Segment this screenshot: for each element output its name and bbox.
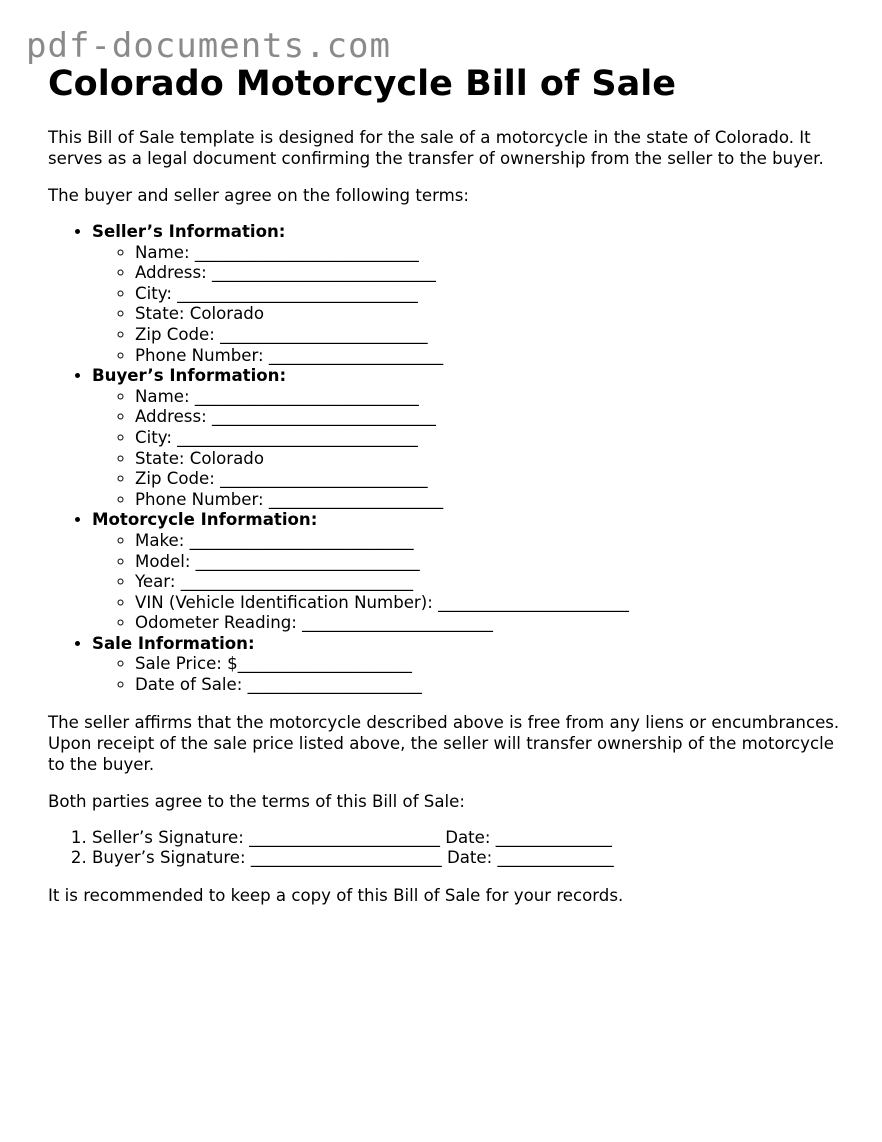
field-item: ◦ Zip Code: _________________________ xyxy=(135,469,848,490)
field-list xyxy=(92,531,848,634)
terms-lead-in: The buyer and seller agree on the following terms: xyxy=(48,186,470,205)
section-sale xyxy=(92,634,848,696)
document-title: Colorado Motorcycle Bill of Sale xyxy=(48,64,676,104)
field-item: ◦ VIN (Vehicle Identification Number): _______________________ xyxy=(135,593,848,614)
field-item: ◦ Date of Sale: _____________________ xyxy=(135,675,848,696)
field-item: ◦ City: _____________________________ xyxy=(135,428,848,449)
field-list xyxy=(92,654,848,695)
field-item: ◦ Phone Number: _____________________ xyxy=(135,346,848,367)
field-item: ◦ Address: ___________________________ xyxy=(135,407,848,428)
field-list xyxy=(92,243,848,367)
field-item: ◦ State: Colorado xyxy=(135,449,848,470)
intro-paragraph: This Bill of Sale template is designed for the sale of a motorcycle in the state of Colorado. It serves as a legal document confirming the transfer of ownership from the seller to the buyer. xyxy=(48,128,824,168)
affirmation-paragraph: The seller affirms that the motorcycle described above is free from any liens or encumbrances. Upon receipt of the sale price listed above, the seller will transfer ownership of the motorcycle to the buyer. xyxy=(48,712,840,774)
field-item: ◦ Zip Code: _________________________ xyxy=(135,325,848,346)
section-title: Sale Information: xyxy=(92,633,255,653)
terms-list xyxy=(48,222,848,696)
field-list xyxy=(92,387,848,511)
field-item: ◦ Model: ___________________________ xyxy=(135,552,848,573)
field-item: ◦ Year: ____________________________ xyxy=(135,572,848,593)
section-title: Seller’s Information: xyxy=(92,222,286,241)
section-title: Motorcycle Information: xyxy=(92,510,318,530)
field-item: ◦ Odometer Reading: _______________________ xyxy=(135,613,848,634)
agreement-statement: Both parties agree to the terms of this Bill of Sale: xyxy=(48,791,465,811)
section-motorcycle xyxy=(92,510,848,634)
document-body xyxy=(48,62,848,906)
field-item: ◦ State: Colorado xyxy=(135,304,848,325)
field-item: ◦ Phone Number: _____________________ xyxy=(135,490,848,511)
field-item: ◦ Name: ___________________________ xyxy=(135,387,848,408)
section-seller xyxy=(92,222,848,366)
field-item: ◦ Sale Price: $_____________________ xyxy=(135,654,848,675)
field-item: ◦ Name: ___________________________ xyxy=(135,243,848,264)
field-item: ◦ Address: ___________________________ xyxy=(135,263,848,284)
watermark: pdf-documents.com xyxy=(26,26,391,66)
seller-signature-line: 1. Seller’s Signature: _______________________ Date: ______________ xyxy=(92,828,848,849)
field-item: ◦ City: _____________________________ xyxy=(135,284,848,305)
field-item: ◦ Make: ___________________________ xyxy=(135,531,848,552)
buyer-signature-line: 2. Buyer’s Signature: _______________________ Date: ______________ xyxy=(92,848,848,869)
closing-note: It is recommended to keep a copy of this Bill of Sale for your records. xyxy=(48,885,624,905)
signature-list xyxy=(48,828,848,869)
section-title: Buyer’s Information: xyxy=(92,366,287,386)
section-buyer xyxy=(92,366,848,510)
